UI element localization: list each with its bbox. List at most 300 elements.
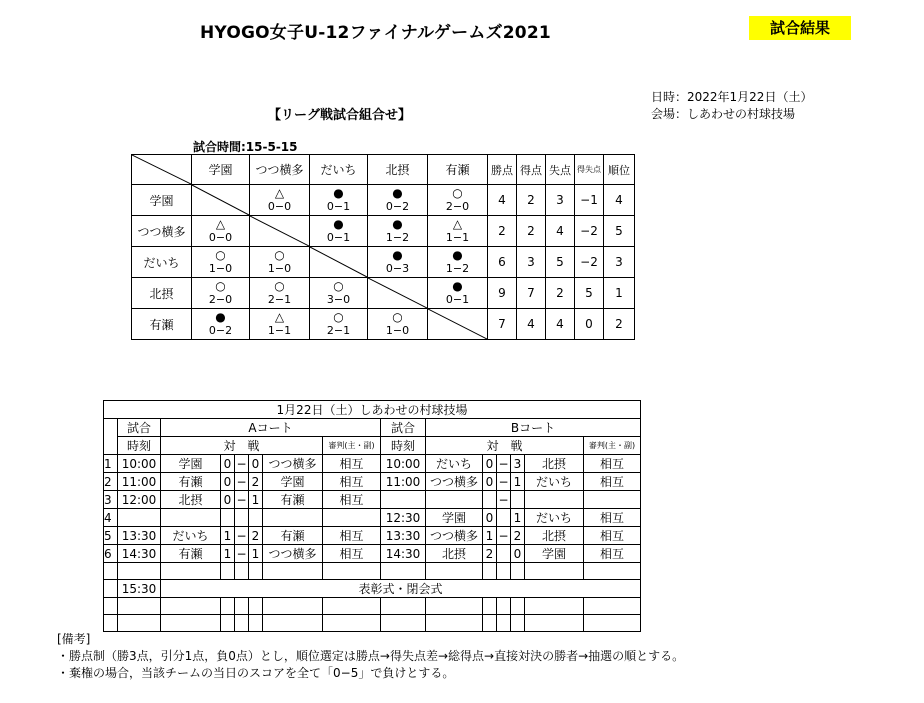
referee-label: 審判(主・副) [584,437,641,455]
result-score: 0−0 [208,231,233,244]
result-score: 1−0 [208,262,233,275]
b-referee: 相互 [584,545,641,563]
b-referee: 相互 [584,509,641,527]
schedule-blank-row [104,563,641,580]
diagonal-line [310,247,367,277]
schedule-subheader-row [104,437,641,455]
self-match-cell [310,247,368,278]
result-wrap [310,309,367,339]
result-wrap [428,247,487,277]
b-home-team: つつ横多 [426,473,483,491]
match-result-cell [192,247,250,278]
a-away-team: つつ横多 [263,455,323,473]
empty-cell [249,598,263,615]
schedule-row [104,527,641,545]
stat-cell: −2 [575,247,604,278]
diagonal-line [428,309,487,339]
stat-cell: 6 [488,247,517,278]
a-score-dash: − [236,456,247,471]
schedule-title-row [104,401,641,419]
result-symbol: △ [274,310,285,324]
empty-cell [104,598,118,615]
result-wrap [250,185,309,215]
stat-cell: 7 [488,309,517,340]
result-wrap [368,185,427,215]
result-score: 2−1 [267,293,292,306]
league-row [132,185,635,216]
empty-cell [118,615,161,632]
vs-label: 対 戦 [426,437,584,455]
b-match-time [381,491,426,509]
result-wrap [192,216,249,246]
empty-cell [235,615,249,632]
result-wrap [192,247,249,277]
stat-cell: 4 [546,309,575,340]
match-number: 1 [104,455,118,473]
team-row-header: つつ横多 [132,216,192,247]
stat-cell: −2 [575,216,604,247]
a-away-team: 学園 [263,473,323,491]
stat-cell: 1 [604,278,635,309]
b-home-score: 2 [483,545,497,563]
league-title: 【リーグ戦試合組合せ】 [268,108,412,123]
schedule-row [104,509,641,527]
self-match-cell [428,309,488,340]
b-score-dash: − [498,528,509,543]
a-away-score: 1 [249,491,263,509]
schedule-blank-row [104,598,641,615]
result-symbol: ● [392,217,403,231]
match-result-cell [250,185,310,216]
event-date: 日時：2022年1月22日（土） [651,90,813,104]
b-home-score [483,491,497,509]
empty-cell [323,598,381,615]
stat-cell: −1 [575,185,604,216]
result-score: 2−0 [208,293,233,306]
b-match-time: 13:30 [381,527,426,545]
result-wrap [250,278,309,308]
stat-cell: 9 [488,278,517,309]
stat-column-header: 失点 [546,155,575,185]
b-away-score: 0 [511,545,525,563]
match-result-cell [192,216,250,247]
stat-cell: 4 [604,185,635,216]
schedule-header-row [104,419,641,437]
team-column-header: 有瀬 [428,155,488,185]
result-wrap [310,278,367,308]
result-wrap [192,309,249,339]
result-symbol: ● [452,248,463,262]
empty-cell [584,563,641,580]
result-wrap [368,247,427,277]
diagonal-line [250,216,309,246]
match-result-cell [428,278,488,309]
stat-cell: 5 [604,216,635,247]
stat-cell: 3 [517,247,546,278]
empty-cell [221,598,235,615]
team-column-header: つつ横多 [250,155,310,185]
stat-cell: 7 [517,278,546,309]
stat-cell: 5 [546,247,575,278]
match-number: 5 [104,527,118,545]
a-away-score: 2 [249,473,263,491]
team-column-header: 北摂 [368,155,428,185]
match-result-cell [368,185,428,216]
diagonal-line [192,185,249,215]
schedule-blank-row [104,615,641,632]
empty-cell [483,563,497,580]
empty-cell [221,615,235,632]
stat-column-header: 得失点 [575,155,604,185]
empty-cell [104,580,118,598]
empty-cell [161,615,221,632]
ceremony-label: 表彰式・閉会式 [161,580,641,598]
a-court-header: Aコート [161,419,381,437]
a-referee: 相互 [323,491,381,509]
empty-cell [426,598,483,615]
stat-cell: 5 [575,278,604,309]
b-match-time: 14:30 [381,545,426,563]
team-column-header: だいち [310,155,368,185]
match-result-cell [310,216,368,247]
result-score: 2−1 [326,324,351,337]
b-away-score [511,491,525,509]
a-away-team: 有瀬 [263,491,323,509]
a-away-score: 2 [249,527,263,545]
a-match-time: 12:00 [118,491,161,509]
a-score-dash: − [236,546,247,561]
a-away-team: 有瀬 [263,527,323,545]
empty-cell [525,563,584,580]
result-symbol: ○ [392,310,403,324]
b-score-dash: − [498,492,509,507]
schedule-row [104,545,641,563]
result-score: 1−2 [385,231,410,244]
result-score: 1−1 [445,231,470,244]
result-symbol: ○ [333,279,344,293]
match-number: 4 [104,509,118,527]
b-away-score: 3 [511,455,525,473]
empty-cell [497,615,511,632]
schedule-row [104,473,641,491]
a-referee: 相互 [323,455,381,473]
match-result-cell [368,309,428,340]
a-away-score [249,509,263,527]
league-header-row [132,155,635,185]
stat-cell: 3 [546,185,575,216]
a-referee: 相互 [323,473,381,491]
result-wrap [250,247,309,277]
event-venue: 会場：しあわせの村球技場 [651,107,796,121]
b-away-team: だいち [525,473,584,491]
self-match-cell [368,278,428,309]
b-match-time: 12:30 [381,509,426,527]
a-away-score: 0 [249,455,263,473]
match-result-cell [192,278,250,309]
b-home-score: 1 [483,527,497,545]
empty-cell [497,563,511,580]
a-away-team [263,509,323,527]
time-label: 時刻 [381,437,426,455]
stat-cell: 2 [517,185,546,216]
result-wrap [428,216,487,246]
b-home-score: 0 [483,509,497,527]
result-wrap [428,278,487,308]
stat-column-header: 得点 [517,155,546,185]
result-symbol: ● [392,248,403,262]
a-home-team: 有瀬 [161,473,221,491]
result-score: 1−0 [385,324,410,337]
match-result-cell [310,278,368,309]
a-score-dash [235,509,249,527]
a-home-team: 北摂 [161,491,221,509]
schedule-row [104,455,641,473]
a-referee: 相互 [323,527,381,545]
empty-cell [249,563,263,580]
result-score: 1−1 [267,324,292,337]
empty-cell [263,615,323,632]
empty-cell [323,615,381,632]
corner-cell [132,155,192,185]
a-score-dash: − [236,528,247,543]
result-score: 0−1 [326,200,351,213]
empty-cell [221,563,235,580]
a-home-score: 0 [221,491,235,509]
stat-cell: 4 [488,185,517,216]
result-wrap [192,278,249,308]
a-match-time: 10:00 [118,455,161,473]
b-match-time: 11:00 [381,473,426,491]
b-home-score: 0 [483,455,497,473]
match-label: 試合 [381,419,426,437]
a-home-score [221,509,235,527]
self-match-cell [192,185,250,216]
a-referee [323,509,381,527]
team-row-header: 学園 [132,185,192,216]
result-symbol: ● [333,217,344,231]
b-away-score: 2 [511,527,525,545]
result-score: 3−0 [326,293,351,306]
match-result-cell [192,309,250,340]
empty-cell [584,598,641,615]
notes-line: ・棄権の場合，当該チームの当日のスコアを全て「0−5」で負けとする。 [57,666,455,680]
empty-cell [511,598,525,615]
b-away-team: 学園 [525,545,584,563]
b-score-dash: − [498,474,509,489]
b-away-team: 北摂 [525,455,584,473]
match-result-cell [428,247,488,278]
result-wrap [250,309,309,339]
b-score-dash [497,509,511,527]
empty-cell [426,563,483,580]
result-symbol: ● [452,279,463,293]
referee-label: 審判(主・副) [323,437,381,455]
a-home-score: 1 [221,545,235,563]
b-home-team: だいち [426,455,483,473]
stat-cell: 4 [517,309,546,340]
result-score: 0−1 [326,231,351,244]
b-home-team: 北摂 [426,545,483,563]
team-row-header: だいち [132,247,192,278]
b-referee: 相互 [584,473,641,491]
result-score: 0−0 [267,200,292,213]
match-result-cell [368,216,428,247]
team-row-header: 北摂 [132,278,192,309]
empty-cell [381,563,426,580]
empty-cell [511,563,525,580]
league-row [132,247,635,278]
match-time: 試合時間:15-5-15 [193,140,298,154]
b-referee: 相互 [584,527,641,545]
a-match-time: 14:30 [118,545,161,563]
diagonal-line [132,155,191,184]
result-score: 1−2 [445,262,470,275]
time-label: 時刻 [118,437,161,455]
a-score-dash: − [236,492,247,507]
league-table [131,154,635,340]
b-match-time: 10:00 [381,455,426,473]
empty-cell [497,598,511,615]
b-away-score: 1 [511,473,525,491]
match-result-cell [310,309,368,340]
a-home-team: だいち [161,527,221,545]
result-wrap [310,185,367,215]
schedule-table [103,400,641,632]
notes-heading: [備考] [57,632,91,646]
b-home-team [426,491,483,509]
result-score: 0−1 [445,293,470,306]
empty-cell [104,615,118,632]
league-row [132,216,635,247]
result-symbol: ● [215,310,226,324]
schedule-row [104,491,641,509]
document-title: HYOGO女子U-12ファイナルゲームズ2021 [200,23,551,43]
match-number: 2 [104,473,118,491]
result-symbol: ○ [274,248,285,262]
a-referee: 相互 [323,545,381,563]
a-match-time: 11:00 [118,473,161,491]
result-symbol: △ [215,217,226,231]
empty-cell [235,598,249,615]
no-header [104,419,118,455]
b-away-team: だいち [525,509,584,527]
stat-cell: 3 [604,247,635,278]
result-symbol: ○ [215,279,226,293]
result-badge: 試合結果 [749,16,851,40]
stat-column-header: 勝点 [488,155,517,185]
result-symbol: ○ [452,186,463,200]
a-score-dash: − [236,474,247,489]
match-result-cell [368,247,428,278]
schedule-title: 1月22日（土）しあわせの村球技場 [104,401,641,419]
a-home-score: 1 [221,527,235,545]
a-match-time: 13:30 [118,527,161,545]
result-score: 1−0 [267,262,292,275]
match-result-cell [310,185,368,216]
a-home-team [161,509,221,527]
result-symbol: ○ [215,248,226,262]
match-number: 3 [104,491,118,509]
stat-cell: 2 [488,216,517,247]
empty-cell [483,615,497,632]
result-score: 0−3 [385,262,410,275]
b-home-score: 0 [483,473,497,491]
empty-cell [235,563,249,580]
ceremony-row [104,580,641,598]
match-result-cell [428,185,488,216]
result-wrap [428,185,487,215]
a-home-team: 学園 [161,455,221,473]
result-score: 0−2 [208,324,233,337]
b-score-dash [497,545,511,563]
diagonal-line [368,278,427,308]
a-match-time [118,509,161,527]
a-home-score: 0 [221,455,235,473]
b-score-dash: − [498,456,509,471]
empty-cell [249,615,263,632]
stat-cell: 2 [604,309,635,340]
empty-cell [161,563,221,580]
empty-cell [161,598,221,615]
result-symbol: ○ [274,279,285,293]
empty-cell [381,598,426,615]
b-court-header: Bコート [426,419,641,437]
result-symbol: ● [333,186,344,200]
stat-cell: 0 [575,309,604,340]
empty-cell [104,563,118,580]
empty-cell [118,563,161,580]
match-result-cell [428,216,488,247]
match-number: 6 [104,545,118,563]
empty-cell [263,563,323,580]
result-wrap [368,216,427,246]
empty-cell [584,615,641,632]
match-result-cell [250,247,310,278]
empty-cell [426,615,483,632]
b-away-team: 北摂 [525,527,584,545]
self-match-cell [250,216,310,247]
result-symbol: ● [392,186,403,200]
b-away-team [525,491,584,509]
empty-cell [118,598,161,615]
team-row-header: 有瀬 [132,309,192,340]
empty-cell [511,615,525,632]
match-result-cell [250,309,310,340]
a-home-score: 0 [221,473,235,491]
result-symbol: ○ [333,310,344,324]
result-wrap [310,216,367,246]
result-wrap [368,309,427,339]
b-referee: 相互 [584,455,641,473]
a-away-score: 1 [249,545,263,563]
result-symbol: △ [274,186,285,200]
result-score: 2−0 [445,200,470,213]
result-symbol: △ [452,217,463,231]
a-away-team: つつ横多 [263,545,323,563]
b-referee [584,491,641,509]
notes-line: ・勝点制（勝3点，引分1点，負0点）とし，順位選定は勝点→得失点差→総得点→直接対決の勝者→抽選の順とする。 [57,649,685,663]
b-home-team: 学園 [426,509,483,527]
match-label: 試合 [118,419,161,437]
empty-cell [483,598,497,615]
stat-column-header: 順位 [604,155,635,185]
match-result-cell [250,278,310,309]
a-home-team: 有瀬 [161,545,221,563]
result-score: 0−2 [385,200,410,213]
empty-cell [525,615,584,632]
league-row [132,309,635,340]
team-column-header: 学園 [192,155,250,185]
